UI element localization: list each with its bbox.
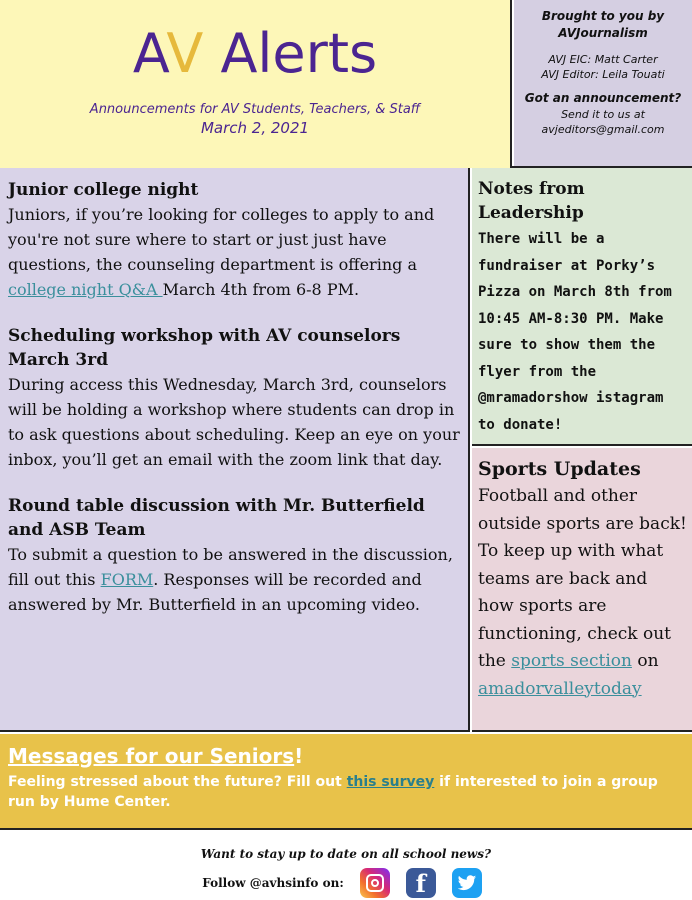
section-title-round-table: Round table discussion with Mr. Butterfield and ASB Team (8, 496, 425, 540)
section-title-scheduling-workshop: Scheduling workshop with AV counselors March 3rd (8, 326, 401, 370)
college-night-link[interactable]: college night Q&A (8, 280, 163, 299)
section-text-round-table: To submit a question to be answered in the discussion, fill out this FORM. Responses will be recorded and answered by Mr. Butterfield in an upcoming video. (8, 545, 453, 614)
section-text-junior-college-night: Juniors, if you’re looking for colleges to apply to and you're not sure where to start or just just have questions, the counseling department is offering a college night Q&A March 4th from 6-8 PM. (8, 205, 435, 299)
facebook-icon[interactable]: f (406, 868, 436, 898)
header (0, 0, 692, 168)
issue-date: March 2, 2021 (200, 119, 310, 137)
follow-label: Follow @avhsinfo on: (202, 876, 344, 890)
leadership-title: Notes from Leadership (478, 179, 585, 223)
announcement-prompt: Got an announcement? (524, 91, 682, 105)
seniors-title: Messages for our Seniors! (8, 744, 304, 768)
title-box (0, 0, 512, 168)
instagram-icon[interactable] (360, 868, 390, 898)
footer (0, 832, 692, 900)
seniors-messages (0, 734, 692, 830)
sports-text: Football and other outside sports are back! To keep up with what teams are back and how sports are functioning, check out the sports section on amadorvalleytoday (478, 486, 687, 699)
sports-title: Sports Updates (478, 458, 641, 480)
survey-link[interactable]: this survey (346, 774, 435, 790)
section-title-junior-college-night: Junior college night (8, 180, 199, 200)
main-announcements (0, 168, 470, 732)
brought-by-line: Brought to you by (541, 9, 665, 23)
leadership-text: There will be a fundraiser at Porky’s Pizza on March 8th from 10:45 AM-8:30 PM. Make sure to show them the flyer from the @mramadorshow istagram to donate! (478, 231, 672, 433)
social-row (0, 868, 692, 898)
seniors-text: Feeling stressed about the future? Fill out this survey if interested to join a group run by Hume Center. (8, 774, 658, 810)
eic-credit: AVJ EIC: Matt Carter (548, 53, 658, 66)
stay-updated-text: Want to stay up to date on all school news? (200, 847, 492, 861)
subtitle: Announcements for AV Students, Teachers, & Staff (89, 102, 421, 117)
contact-email[interactable]: avjeditors@gmail.com (541, 123, 665, 136)
credits-box (514, 0, 692, 166)
form-link[interactable]: FORM (100, 570, 154, 589)
sports-section-link[interactable]: sports section (511, 651, 632, 671)
leadership-notes (472, 168, 692, 446)
twitter-icon[interactable] (452, 868, 482, 898)
page-title: AV Alerts (132, 22, 378, 85)
send-line: Send it to us at (561, 108, 645, 121)
publisher-name: AVJournalism (558, 26, 648, 40)
editor-credit: AVJ Editor: Leila Touati (541, 68, 665, 81)
amadorvalleytoday-link[interactable]: amadorvalleytoday (478, 678, 642, 699)
sports-updates (472, 448, 692, 732)
section-text-scheduling-workshop: During access this Wednesday, March 3rd, counselors will be holding a workshop where students can drop in to ask questions about scheduling. Keep an eye on your inbox, you’ll get an email with the zoom link that day. (8, 375, 460, 469)
